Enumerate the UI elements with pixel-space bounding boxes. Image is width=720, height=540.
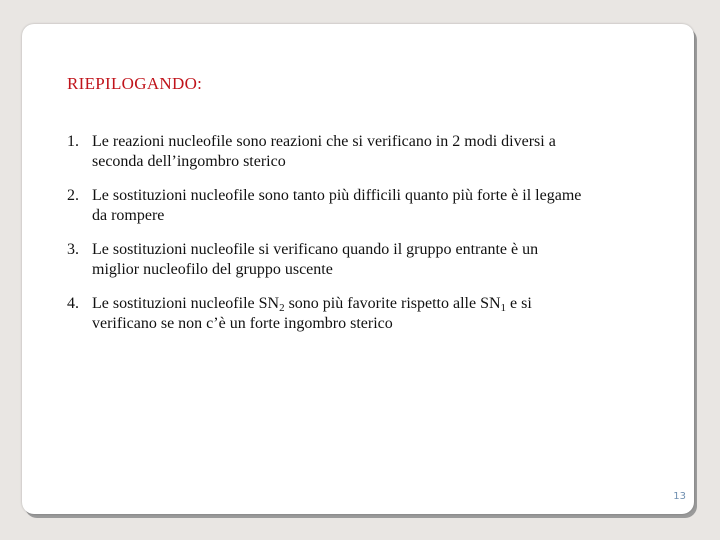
page-number: 13 bbox=[673, 491, 686, 502]
list-item-4 bbox=[67, 294, 587, 334]
list-text: Le sostituzioni nucleofile sono tanto più difficili quanto più forte è il legame da rompere bbox=[92, 187, 582, 224]
list-item-2 bbox=[67, 186, 587, 226]
list-text: Le sostituzioni nucleofile si verificano quando il gruppo entrante è un miglior nucleofilo del gruppo uscente bbox=[92, 241, 539, 278]
list-text bbox=[92, 295, 532, 332]
list-number: 1. bbox=[67, 133, 79, 150]
summary-list bbox=[67, 132, 587, 348]
text-part: sono più favorite rispetto alle SN bbox=[284, 295, 501, 312]
text-part: e si verificano se non c’è un forte ingombro sterico bbox=[92, 295, 532, 332]
list-text: Le reazioni nucleofile sono reazioni che si verificano in 2 modi diversi a seconda dell’ingombro sterico bbox=[92, 133, 556, 170]
list-item-3 bbox=[67, 240, 587, 280]
subscript-2: 2 bbox=[279, 302, 285, 314]
list-number: 2. bbox=[67, 187, 79, 204]
list-item-1 bbox=[67, 132, 587, 172]
text-part: Le sostituzioni nucleofile SN bbox=[92, 295, 280, 312]
slide-title: RIEPILOGANDO: bbox=[67, 74, 203, 93]
slide bbox=[22, 24, 694, 514]
list-number: 3. bbox=[67, 241, 79, 258]
subscript-1: 1 bbox=[500, 302, 507, 314]
list-number: 4. bbox=[67, 295, 79, 312]
